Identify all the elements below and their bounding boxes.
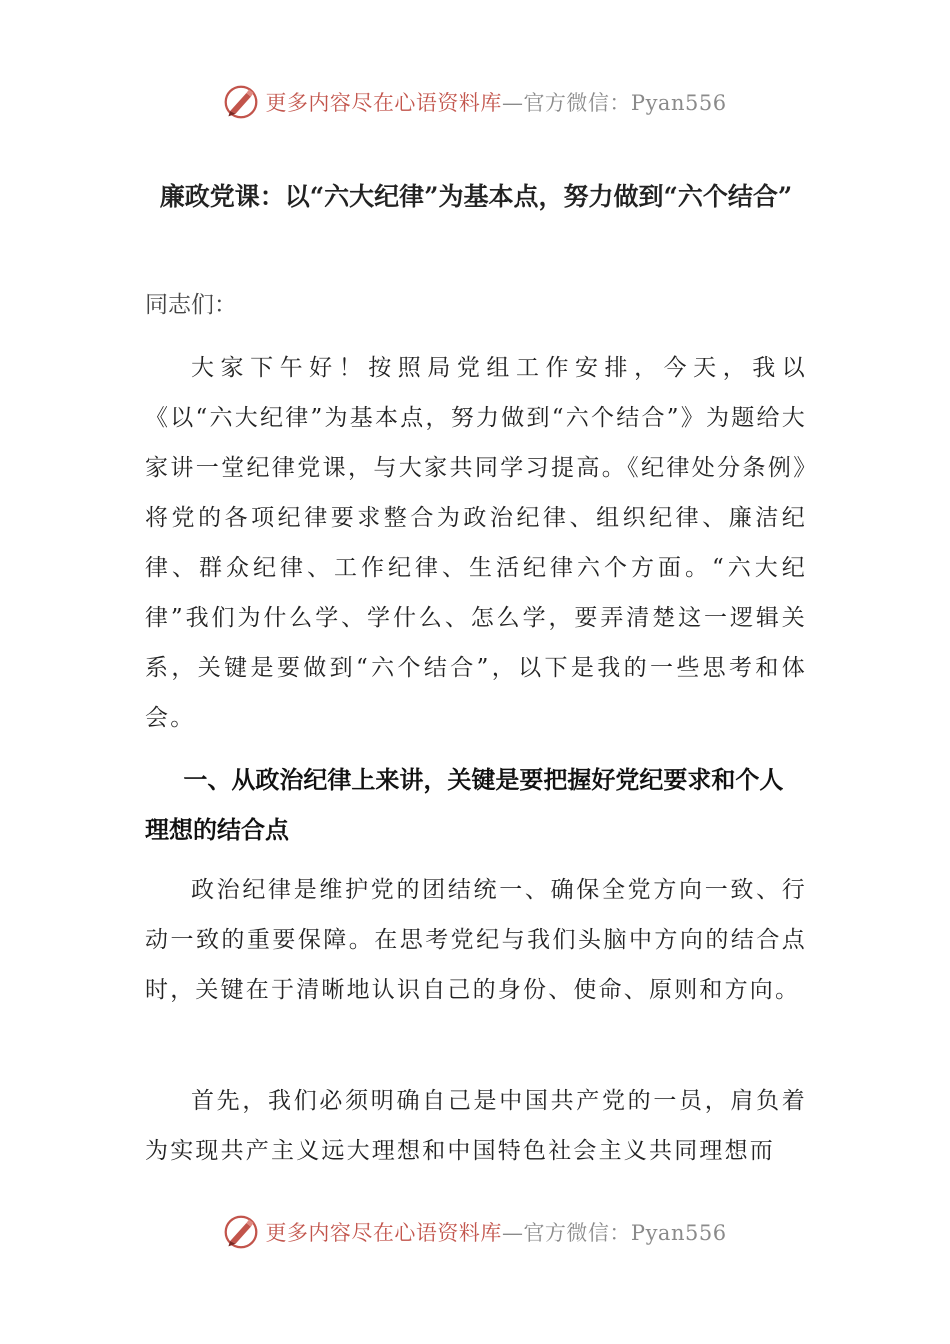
pen-logo-icon xyxy=(223,1214,259,1250)
watermark-dash: — xyxy=(501,1221,524,1245)
section-1-heading: 一、从政治纪律上来讲，关键是要把握好党纪要求和个人理想的结合点 xyxy=(145,765,784,844)
watermark-site-text: 更多内容尽在心语资料库 xyxy=(265,91,502,115)
watermark-wechat-text: 官方微信：Pyan556 xyxy=(523,91,727,115)
greeting: 同志们： xyxy=(145,292,237,318)
watermark-dash: — xyxy=(501,91,524,115)
watermark-text xyxy=(265,1217,726,1247)
watermark-text xyxy=(265,87,726,117)
watermark-site-text: 更多内容尽在心语资料库 xyxy=(265,1221,502,1245)
section-1-paragraph-2: 首先，我们必须明确自己是中国共产党的一员，肩负着为实现共产主义远大理想和中国特色社会主义共同理想而 xyxy=(145,1088,807,1164)
document-title: 廉政党课：以“六大纪律”为基本点，努力做到“六个结合” xyxy=(159,182,793,211)
watermark-banner-bottom xyxy=(0,1210,950,1254)
section-1-paragraph-1: 政治纪律是维护党的团结统一、确保全党方向一致、行动一致的重要保障。在思考党纪与我们头脑中方向的结合点时，关键在于清晰地认识自己的身份、使命、原则和方向。 xyxy=(145,877,807,1003)
watermark-wechat-text: 官方微信：Pyan556 xyxy=(523,1221,727,1245)
watermark-banner-top xyxy=(0,80,950,124)
intro-paragraph: 大家下午好！按照局党组工作安排，今天，我以《以“六大纪律”为基本点，努力做到“六个结合”》为题给大家讲一堂纪律党课，与大家共同学习提高。《纪律处分条例》将党的各项纪律要求整合为政治纪律、组织纪律、廉洁纪律、群众纪律、工作纪律、生活纪律六个方面。“六大纪律”我们为什么学、学什么、怎么学，要弄清楚这一逻辑关系，关键是要做到“六个结合”，以下是我的一些思考和体会。 xyxy=(145,355,807,731)
pen-logo-icon xyxy=(223,84,259,120)
